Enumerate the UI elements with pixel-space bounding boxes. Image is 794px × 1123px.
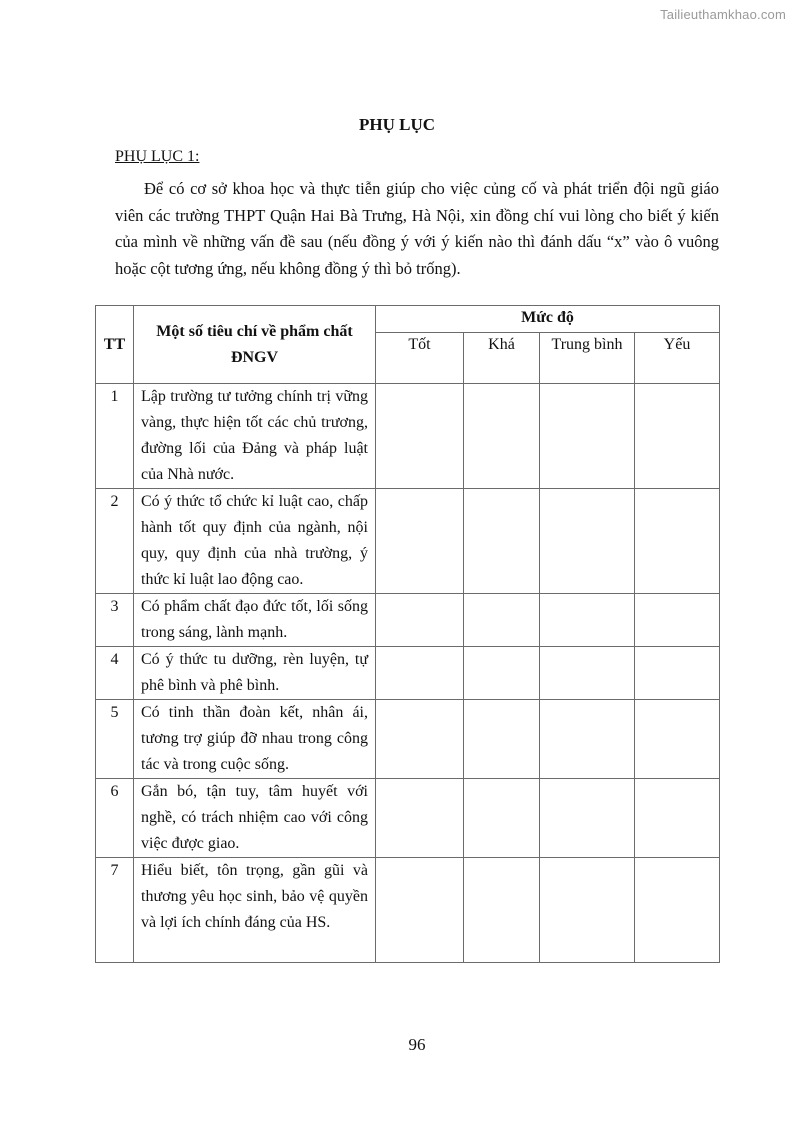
header-criteria: Một số tiêu chí về phẩm chất ĐNGV (134, 306, 376, 384)
table-row (96, 779, 720, 858)
mark-cell-weak[interactable] (635, 858, 720, 963)
table-row (96, 700, 720, 779)
header-level-fair: Khá (464, 333, 540, 384)
mark-cell-good[interactable] (376, 594, 464, 647)
intro-paragraph: Để có cơ sở khoa học và thực tiễn giúp cho việc củng cố và phát triển đội ngũ giáo viên các trường THPT Quận Hai Bà Trưng, Hà Nội, xin đồng chí vui lòng cho biết ý kiến của mình về những vấn đề sau (nếu đồng ý với ý kiến nào thì đánh dấu “x” vào ô vuông hoặc cột tương ứng, nếu không đồng ý thì bỏ trống). (115, 179, 719, 278)
mark-cell-average[interactable] (540, 647, 635, 700)
table-row (96, 384, 720, 489)
mark-cell-weak[interactable] (635, 647, 720, 700)
row-criteria: Hiểu biết, tôn trọng, gần gũi và thương yêu học sinh, bảo vệ quyền và lợi ích chính đáng của HS. (134, 858, 376, 963)
mark-cell-average[interactable] (540, 700, 635, 779)
mark-cell-weak[interactable] (635, 594, 720, 647)
header-level-group: Mức độ (376, 306, 720, 333)
row-criteria: Có phẩm chất đạo đức tốt, lối sống trong sáng, lành mạnh. (134, 594, 376, 647)
row-number: 4 (96, 647, 134, 700)
mark-cell-fair[interactable] (464, 858, 540, 963)
header-level-weak: Yếu (635, 333, 720, 384)
row-number: 5 (96, 700, 134, 779)
mark-cell-average[interactable] (540, 779, 635, 858)
mark-cell-average[interactable] (540, 489, 635, 594)
mark-cell-good[interactable] (376, 700, 464, 779)
row-number: 3 (96, 594, 134, 647)
mark-cell-weak[interactable] (635, 779, 720, 858)
page-number: 96 (408, 1035, 426, 1054)
mark-cell-average[interactable] (540, 594, 635, 647)
row-criteria: Lập trường tư tưởng chính trị vững vàng, thực hiện tốt các chủ trương, đường lối của Đảng và pháp luật của Nhà nước. (134, 384, 376, 489)
mark-cell-good[interactable] (376, 858, 464, 963)
row-number: 6 (96, 779, 134, 858)
header-level-good: Tốt (376, 333, 464, 384)
row-criteria: Gắn bó, tận tuy, tâm huyết với nghề, có trách nhiệm cao với công việc được giao. (134, 779, 376, 858)
mark-cell-good[interactable] (376, 489, 464, 594)
mark-cell-fair[interactable] (464, 700, 540, 779)
table-row (96, 489, 720, 594)
mark-cell-fair[interactable] (464, 384, 540, 489)
mark-cell-average[interactable] (540, 384, 635, 489)
mark-cell-fair[interactable] (464, 779, 540, 858)
header-tt: TT (96, 306, 134, 384)
mark-cell-fair[interactable] (464, 647, 540, 700)
mark-cell-weak[interactable] (635, 384, 720, 489)
mark-cell-good[interactable] (376, 384, 464, 489)
mark-cell-weak[interactable] (635, 489, 720, 594)
mark-cell-good[interactable] (376, 647, 464, 700)
watermark: Tailieuthamkhao.com (660, 7, 786, 22)
row-number: 2 (96, 489, 134, 594)
mark-cell-good[interactable] (376, 779, 464, 858)
mark-cell-average[interactable] (540, 858, 635, 963)
mark-cell-fair[interactable] (464, 489, 540, 594)
appendix-subtitle: PHỤ LỤC 1: (115, 148, 200, 165)
table-row (96, 858, 720, 963)
table-row (96, 594, 720, 647)
mark-cell-fair[interactable] (464, 594, 540, 647)
row-number: 7 (96, 858, 134, 963)
table-row (96, 647, 720, 700)
row-criteria: Có ý thức tu dưỡng, rèn luyện, tự phê bình và phê bình. (134, 647, 376, 700)
row-criteria: Có ý thức tổ chức kỉ luật cao, chấp hành tốt quy định của ngành, nội quy, quy định của nhà trường, ý thức kỉ luật lao động cao. (134, 489, 376, 594)
row-criteria: Có tinh thần đoàn kết, nhân ái, tương trợ giúp đỡ nhau trong công tác và trong cuộc sống. (134, 700, 376, 779)
page-title: PHỤ LỤC (358, 115, 436, 134)
mark-cell-weak[interactable] (635, 700, 720, 779)
row-number: 1 (96, 384, 134, 489)
survey-table (95, 305, 720, 963)
header-level-average: Trung bình (540, 333, 635, 384)
